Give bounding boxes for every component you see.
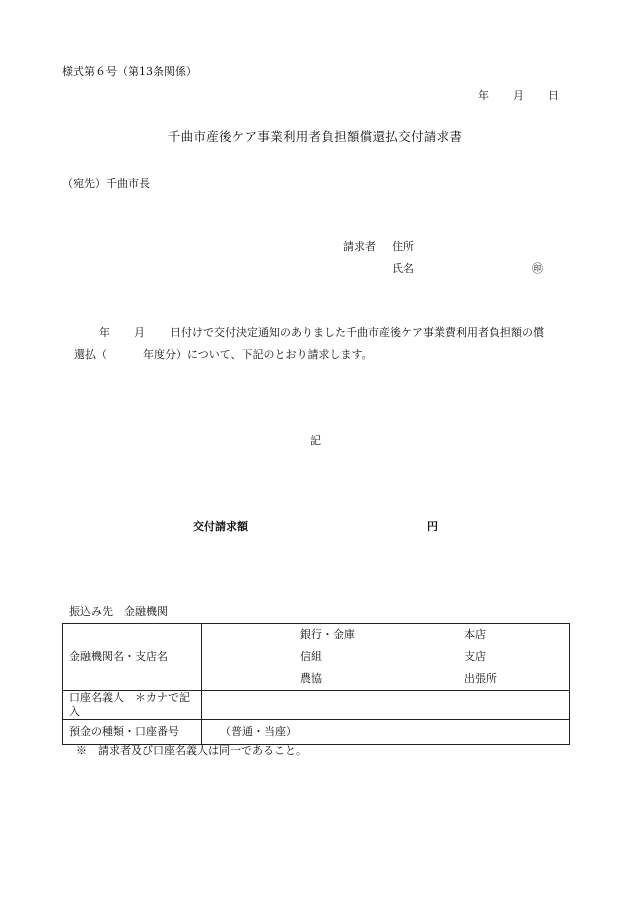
holder-label: 口座名義人 ＊カナで記入 (69, 691, 190, 718)
option-nokyo: 農協 (300, 671, 322, 685)
body-line2-end: 年度分）について、下記のとおり請求します。 (143, 348, 373, 361)
account-label: 預金の種類・口座番号 (69, 725, 179, 738)
account-value-cell[interactable] (202, 720, 570, 745)
applicant-label: 請求者 (343, 240, 376, 253)
document-title: 千曲市産後ケア事業利用者負担額償還払交付請求書 (167, 129, 463, 144)
body-line1: 日付けで交付決定通知のありました千曲市産後ケア事業費利用者負担額の償 (170, 326, 544, 339)
form-number: 様式第６号（第13条関係） (62, 65, 197, 78)
bank-row-holder (63, 691, 570, 720)
date-year-label: 年 (478, 89, 489, 102)
option-shiten: 支店 (464, 649, 486, 663)
bank-section-title: 振込み先 金融機関 (69, 605, 168, 618)
option-honten: 本店 (464, 627, 486, 641)
holder-value-cell[interactable] (202, 691, 570, 720)
addressee: （宛先）千曲市長 (62, 177, 150, 190)
body-month: 月 (134, 326, 145, 339)
option-shinkumi: 信組 (300, 649, 322, 663)
applicant-address-label: 住所 (392, 240, 414, 253)
applicant-name-label: 氏名 (392, 262, 414, 275)
seal-mark: ㊞ (532, 262, 543, 275)
amount-label: 交付請求額 (193, 520, 248, 533)
account-type-value: （普通・当座） (220, 725, 297, 738)
ki-heading: 記 (310, 434, 321, 447)
body-year: 年 (99, 326, 110, 339)
body-line2-start: 還払（ (74, 348, 107, 361)
institution-label: 金融機関名・支店名 (69, 650, 168, 663)
date-month-label: 月 (513, 89, 524, 102)
option-bank: 銀行・金庫 (300, 627, 355, 641)
holder-label-cell (63, 691, 202, 720)
amount-unit: 円 (427, 520, 438, 533)
account-label-cell (63, 720, 202, 745)
bank-row-institution (63, 624, 570, 691)
option-shutchojo: 出張所 (464, 671, 497, 685)
institution-value-cell[interactable] (202, 624, 570, 691)
bank-row-account (63, 720, 570, 745)
footnote: ※ 請求者及び口座名義人は同一であること。 (76, 744, 307, 757)
institution-label-cell (63, 624, 202, 691)
bank-table (62, 623, 570, 745)
date-day-label: 日 (548, 89, 559, 102)
